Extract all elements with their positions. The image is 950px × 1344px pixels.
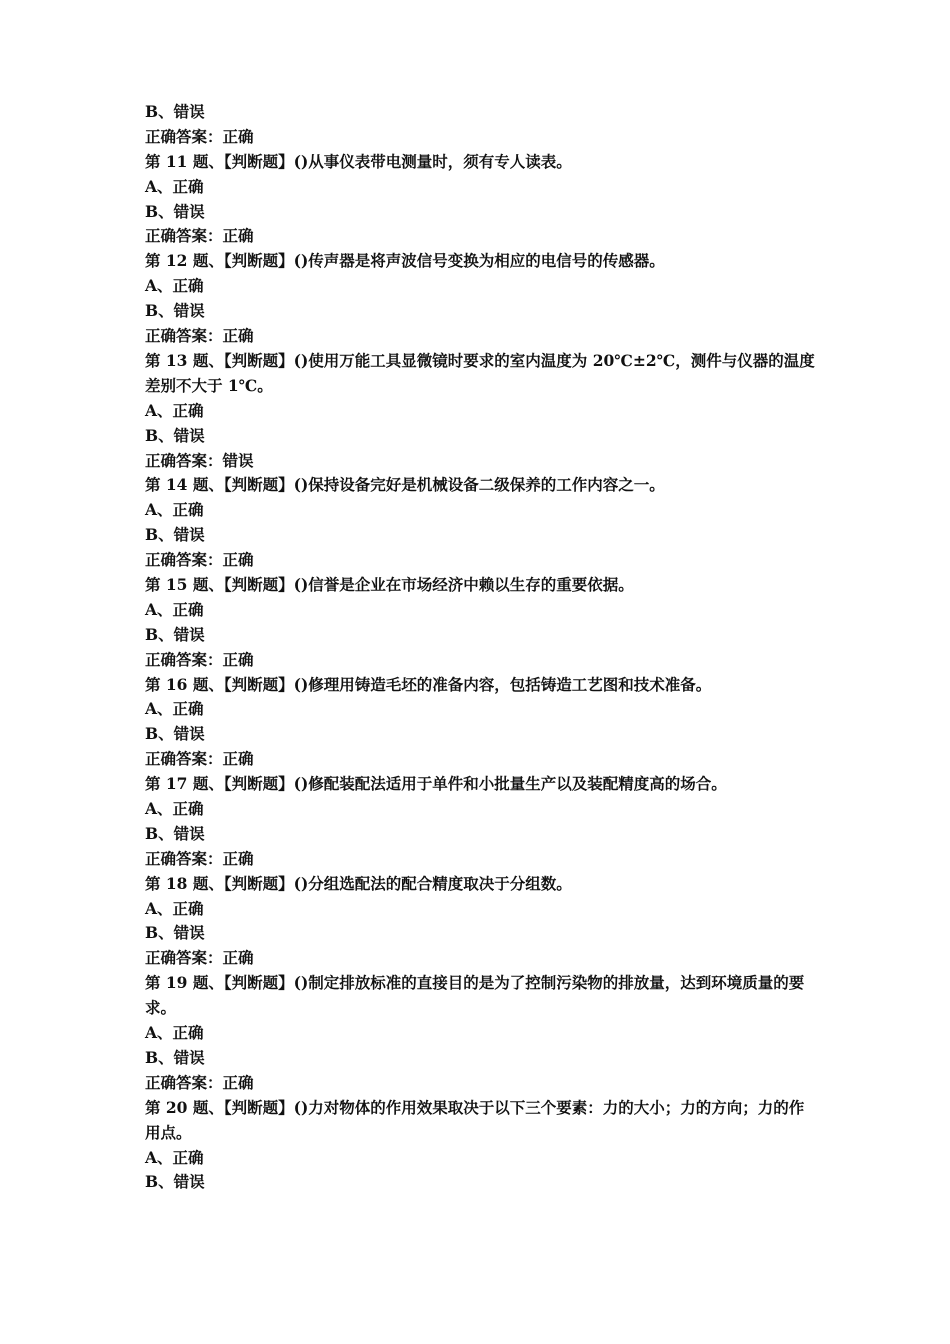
question-type-tag: 【判断题】 (223, 350, 294, 370)
question-type-tag: 【判断题】 (223, 475, 294, 495)
correct-answer: 正确答案：正确 (145, 948, 254, 968)
question-text: ()修理用铸造毛坯的准备内容，包括铸造工艺图和技术准备。 (293, 674, 712, 694)
question-text: ()从事仪表带电测量时，须有专人读表。 (293, 151, 572, 171)
option-b: B、错误 (145, 525, 205, 545)
option-b: B、错误 (145, 425, 205, 445)
question-type-tag: 【判断题】 (223, 973, 294, 993)
question-number: 第 16 题、 (145, 674, 224, 694)
question-stem (145, 772, 815, 797)
question-stem (145, 1096, 815, 1146)
option-a: A、正确 (145, 276, 204, 296)
correct-answer: 正确答案：错误 (145, 450, 254, 470)
correct-answer: 正确答案：正确 (145, 550, 254, 570)
option-a: A、正确 (145, 1147, 204, 1167)
option-b: B、错误 (145, 1047, 205, 1067)
question-text: ()修配装配法适用于单件和小批量生产以及装配精度高的场合。 (293, 774, 727, 794)
question-text: ()传声器是将声波信号变换为相应的电信号的传感器。 (293, 251, 665, 271)
correct-answer: 正确答案：正确 (145, 749, 254, 769)
correct-answer: 正确答案：正确 (145, 326, 254, 346)
option-b: B、错误 (145, 201, 205, 221)
question-text: ()分组选配法的配合精度取决于分组数。 (293, 873, 572, 893)
question-number: 第 13 题、 (145, 350, 224, 370)
question-number: 第 19 题、 (145, 973, 224, 993)
option-a: A、正确 (145, 699, 204, 719)
question-stem (145, 473, 815, 498)
question-type-tag: 【判断题】 (223, 151, 294, 171)
question-number: 第 20 题、 (145, 1097, 224, 1117)
question-stem (145, 249, 815, 274)
correct-answer: 正确答案：正确 (145, 226, 254, 246)
question-stem (145, 872, 815, 897)
option-a: A、正确 (145, 898, 204, 918)
previous-option-b: B、错误 (145, 102, 205, 121)
question-type-tag: 【判断题】 (223, 251, 294, 271)
question-type-tag: 【判断题】 (223, 674, 294, 694)
option-a: A、正确 (145, 798, 204, 818)
option-a: A、正确 (145, 599, 204, 619)
correct-answer: 正确答案：正确 (145, 848, 254, 868)
correct-answer: 正确答案：正确 (145, 649, 254, 669)
question-number: 第 15 题、 (145, 574, 224, 594)
question-text: ()信誉是企业在市场经济中赖以生存的重要依据。 (293, 574, 634, 594)
option-b: B、错误 (145, 923, 205, 943)
option-b: B、错误 (145, 823, 205, 843)
question-stem (145, 673, 815, 698)
question-stem (145, 573, 815, 598)
option-a: A、正确 (145, 1023, 204, 1043)
question-type-tag: 【判断题】 (223, 873, 294, 893)
question-type-tag: 【判断题】 (223, 574, 294, 594)
question-number: 第 14 题、 (145, 475, 224, 495)
option-a: A、正确 (145, 400, 204, 420)
question-type-tag: 【判断题】 (223, 774, 294, 794)
question-text: ()制定排放标准的直接目的是为了控制污染物的排放量，达到环境质量的要求。 (145, 973, 805, 1018)
question-stem (145, 349, 815, 399)
option-b: B、错误 (145, 624, 205, 644)
question-number: 第 17 题、 (145, 774, 224, 794)
option-b: B、错误 (145, 301, 205, 321)
option-a: A、正确 (145, 176, 204, 196)
document-content (145, 100, 815, 1195)
option-a: A、正确 (145, 500, 204, 520)
correct-answer: 正确答案：正确 (145, 1072, 254, 1092)
question-number: 第 12 题、 (145, 251, 224, 271)
question-number: 第 18 题、 (145, 873, 224, 893)
question-stem (145, 971, 815, 1021)
option-b: B、错误 (145, 1172, 205, 1192)
question-text: ()使用万能工具显微镜时要求的室内温度为 20℃±2℃，测件与仪器的温度差别不大于 1℃。 (145, 350, 815, 395)
previous-answer: 正确答案：正确 (145, 126, 254, 146)
option-b: B、错误 (145, 724, 205, 744)
question-text: ()力对物体的作用效果取决于以下三个要素：力的大小；力的方向；力的作用点。 (145, 1097, 805, 1142)
question-stem (145, 150, 815, 175)
question-text: ()保持设备完好是机械设备二级保养的工作内容之一。 (293, 475, 665, 495)
question-type-tag: 【判断题】 (223, 1097, 294, 1117)
question-number: 第 11 题、 (145, 151, 224, 171)
